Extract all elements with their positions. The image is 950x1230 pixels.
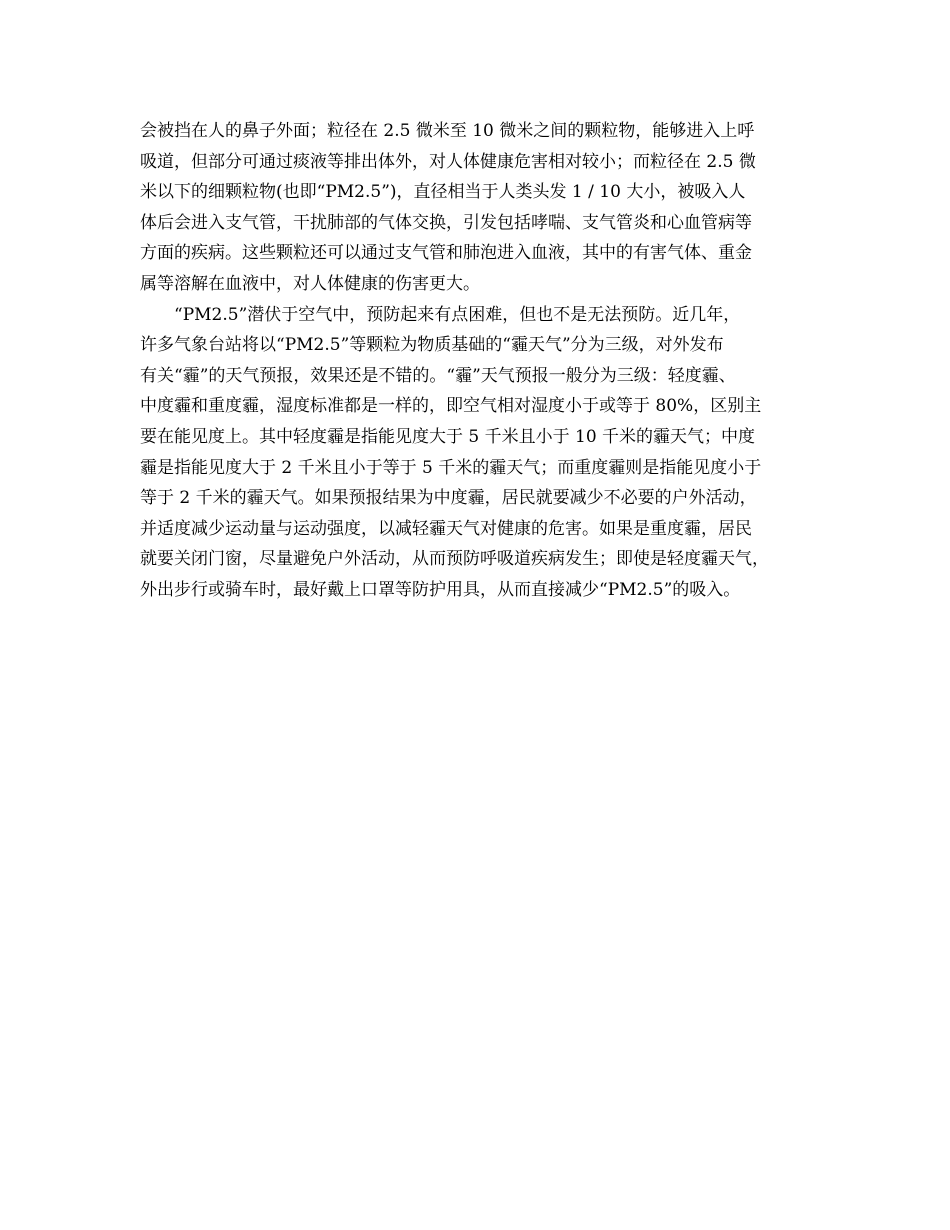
text-line: 霾是指能见度大于 2 千米且小于等于 5 千米的霾天气；而重度霾则是指能见度小于 xyxy=(140,457,762,478)
text-line: 等于 2 千米的霾天气。如果预报结果为中度霾，居民就要减少不必要的户外活动， xyxy=(140,488,757,509)
body-text xyxy=(140,116,820,606)
text-line: 吸道，但部分可通过痰液等排出体外，对人体健康危害相对较小；而粒径在 2.5 微 xyxy=(140,151,756,172)
text-line: 有关“霾”的天气预报，效果还是不错的。“霾”天气预报一般分为三级：轻度霾、 xyxy=(140,365,736,386)
text-line: “PM2.5”潜伏于空气中，预防起来有点困难，但也不是无法预防。近几年， xyxy=(174,304,741,325)
text-line: 要在能见度上。其中轻度霾是指能见度大于 5 千米且小于 10 千米的霾天气；中度 xyxy=(140,426,756,447)
text-line: 许多气象台站将以“PM2.5”等颗粒为物质基础的“霾天气”分为三级，对外发布 xyxy=(140,335,724,356)
text-line: 属等溶解在血液中，对人体健康的伤害更大。 xyxy=(140,273,480,294)
text-line: 会被挡在人的鼻子外面；粒径在 2.5 微米至 10 微米之间的颗粒物，能够进入上呼 xyxy=(140,121,755,141)
text-line: 方面的疾病。这些颗粒还可以通过支气管和肺泡进入血液，其中的有害气体、重金 xyxy=(140,243,752,264)
text-line: 外出步行或骑车时，最好戴上口罩等防护用具，从而直接减少“PM2.5”的吸入。 xyxy=(140,579,741,600)
text-line: 体后会进入支气管，干扰肺部的气体交换，引发包括哮喘、支气管炎和心血管病等 xyxy=(140,212,752,233)
text-line: 并适度减少运动量与运动强度，以减轻霾天气对健康的危害。如果是重度霾，居民 xyxy=(140,518,752,539)
text-line: 就要关闭门窗，尽量避免户外活动，从而预防呼吸道疾病发生；即使是轻度霾天气， xyxy=(140,549,769,570)
text-line: 中度霾和重度霾，湿度标准都是一样的，即空气相对湿度小于或等于 80%，区别主 xyxy=(140,396,762,417)
text-line: 米以下的细颗粒物(也即“PM2.5”)，直径相当于人类头发 1 / 10 大小，被吸入人 xyxy=(140,182,746,203)
